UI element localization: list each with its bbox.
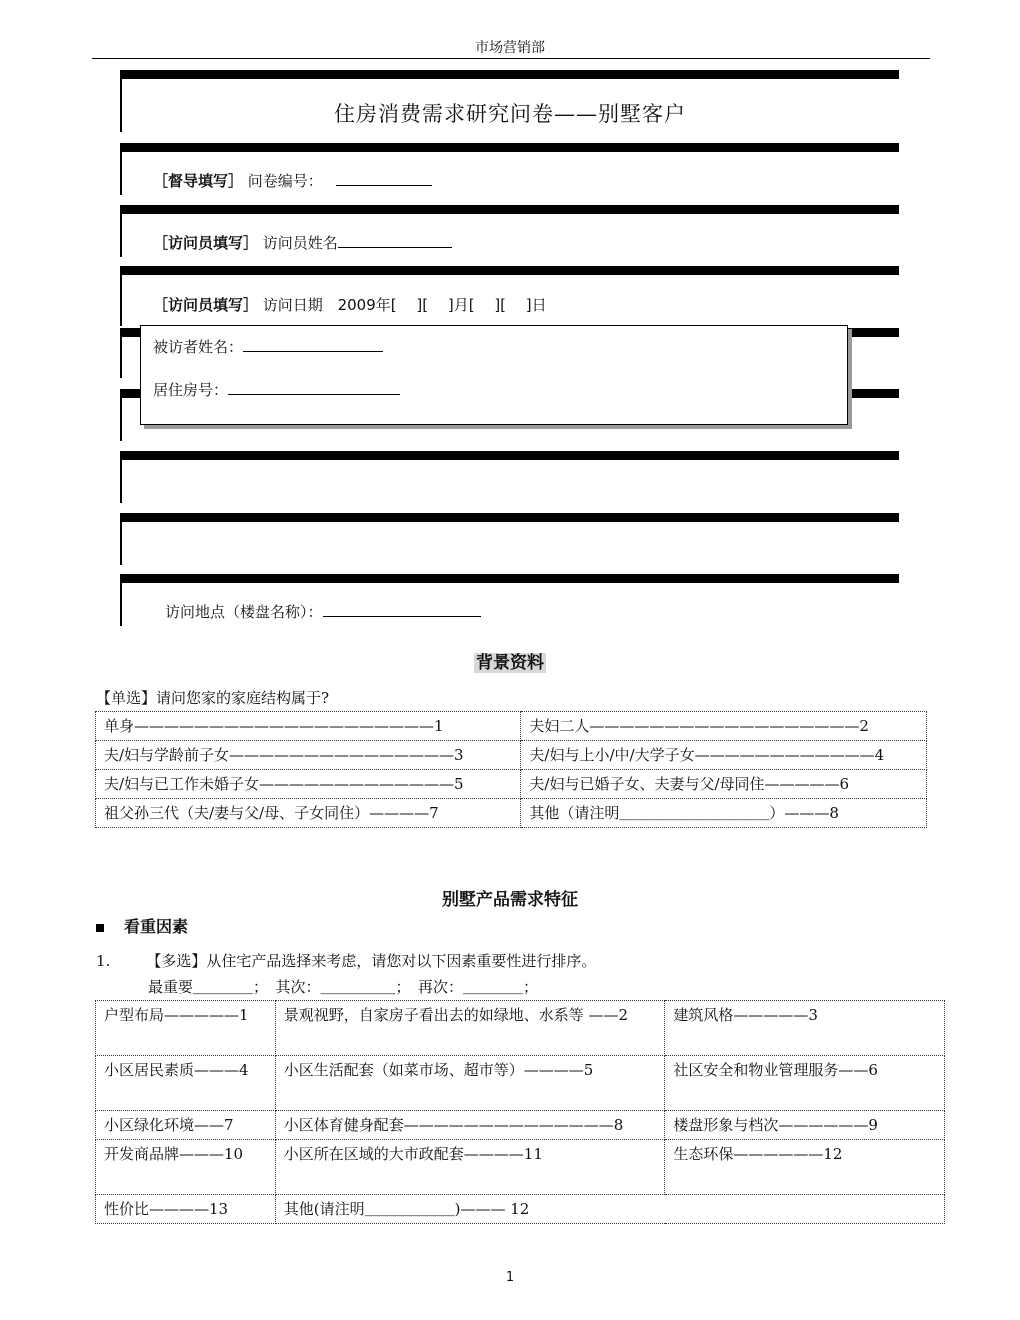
family-option[interactable]: 单身————————————————————1	[96, 712, 521, 741]
factor-option[interactable]: 建筑风格—————3	[665, 1001, 945, 1056]
room-number-row	[153, 379, 400, 400]
location-line	[165, 601, 481, 622]
factor-option[interactable]: 其他(请注明＿＿＿＿＿＿)——— 12	[275, 1195, 944, 1224]
question-1-number: 1.	[96, 952, 111, 970]
question-1	[96, 950, 596, 971]
form-bar	[121, 205, 899, 214]
interviewer-name-line	[153, 232, 452, 253]
family-option[interactable]: 夫/妇与上小/中/大学子女————————————4	[521, 741, 927, 770]
product-section-title: 别墅产品需求特征	[442, 890, 578, 910]
supervisor-line	[153, 170, 432, 191]
interviewee-name-label: 被访者姓名：	[153, 338, 244, 356]
location-label: 访问地点（楼盘名称）：	[165, 603, 323, 621]
interviewer-tag: ［访问员填写］	[153, 234, 259, 252]
table-row	[96, 712, 927, 741]
form-vline	[120, 143, 122, 195]
factor-option[interactable]: 小区生活配套（如菜市场、超市等）————5	[275, 1056, 665, 1111]
factor-option[interactable]: 景观视野，自家房子看出去的如绿地、水系等 ——2	[275, 1001, 665, 1056]
family-option[interactable]: 其他（请注明＿＿＿＿＿＿＿＿＿＿）———8	[521, 799, 927, 828]
factor-option[interactable]: 小区绿化环境——7	[96, 1111, 276, 1140]
form-vline	[120, 451, 122, 503]
ranking-line[interactable]: 最重要＿＿＿＿； 其次：＿＿＿＿＿； 再次：＿＿＿＿；	[148, 978, 539, 996]
interviewer-name-label: 访问员姓名	[262, 234, 338, 252]
family-structure-question: 【单选】请问您家的家庭结构属于?	[96, 689, 330, 707]
interviewer-tag: ［访问员填写］	[153, 296, 259, 314]
interviewee-name-row	[153, 336, 383, 357]
form-bar	[121, 451, 899, 460]
interviewee-box	[140, 325, 848, 425]
table-row	[96, 741, 927, 770]
factor-option[interactable]: 小区居民素质———4	[96, 1056, 276, 1111]
table-row	[96, 799, 927, 828]
questionnaire-number-label: 问卷编号：	[247, 172, 323, 190]
factor-option[interactable]: 社区安全和物业管理服务——6	[665, 1056, 945, 1111]
table-row	[96, 1195, 945, 1224]
factor-option[interactable]: 户型布局—————1	[96, 1001, 276, 1056]
family-option[interactable]: 夫妇二人——————————————————2	[521, 712, 927, 741]
table-row	[96, 1056, 945, 1111]
interview-date-field[interactable]: 2009年[ ][ ]月[ ][ ]日	[337, 296, 547, 314]
factors-table	[95, 1000, 945, 1224]
header-rule	[92, 58, 930, 59]
table-row	[96, 1001, 945, 1056]
factor-option[interactable]: 性价比————13	[96, 1195, 276, 1224]
page-header: 市场营销部	[475, 40, 545, 56]
table-row	[96, 770, 927, 799]
form-bar	[121, 513, 899, 522]
factor-option[interactable]: 小区所在区域的大市政配套————11	[275, 1140, 665, 1195]
interview-date-label: 访问日期	[262, 296, 323, 314]
key-factors-heading: 看重因素	[96, 914, 188, 937]
room-number-label: 居住房号：	[153, 381, 229, 399]
interview-date-line	[153, 294, 547, 315]
interviewee-name-field[interactable]	[243, 337, 383, 352]
form-bar	[121, 143, 899, 152]
family-option[interactable]: 祖父孙三代（夫/妻与父/母、子女同住）————7	[96, 799, 521, 828]
form-title: 住房消费需求研究问卷——别墅客户	[334, 102, 686, 126]
table-row	[96, 1140, 945, 1195]
family-structure-table	[95, 711, 927, 828]
supervisor-tag: ［督导填写］	[153, 172, 244, 190]
factor-option[interactable]: 开发商品牌———10	[96, 1140, 276, 1195]
form-vline	[120, 574, 122, 626]
interviewer-name-field[interactable]	[338, 233, 452, 248]
background-section-title: 背景资料	[476, 653, 544, 673]
family-option[interactable]: 夫/妇与已工作未婚子女—————————————5	[96, 770, 521, 799]
family-option[interactable]: 夫/妇与学龄前子女———————————————3	[96, 741, 521, 770]
factor-option[interactable]: 生态环保——————12	[665, 1140, 945, 1195]
questionnaire-number-field[interactable]	[336, 171, 432, 186]
form-vline	[120, 205, 122, 257]
form-vline	[120, 389, 122, 441]
location-field[interactable]	[323, 602, 481, 617]
factor-option[interactable]: 楼盘形象与档次——————9	[665, 1111, 945, 1140]
factor-option[interactable]: 小区体育健身配套——————————————8	[275, 1111, 665, 1140]
form-bar	[121, 70, 899, 79]
form-bar	[121, 574, 899, 583]
form-vline	[120, 266, 122, 326]
question-1-text: 【多选】从住宅产品选择来考虑，请您对以下因素重要性进行排序。	[146, 952, 597, 970]
form-vline	[120, 513, 122, 565]
form-vline	[120, 328, 122, 378]
family-option[interactable]: 夫/妇与已婚子女、夫妻与父/母同住—————6	[521, 770, 927, 799]
form-bar	[121, 266, 899, 275]
table-row	[96, 1111, 945, 1140]
page-number: 1	[505, 1270, 515, 1285]
square-bullet-icon	[96, 924, 104, 932]
room-number-field[interactable]	[228, 380, 400, 395]
